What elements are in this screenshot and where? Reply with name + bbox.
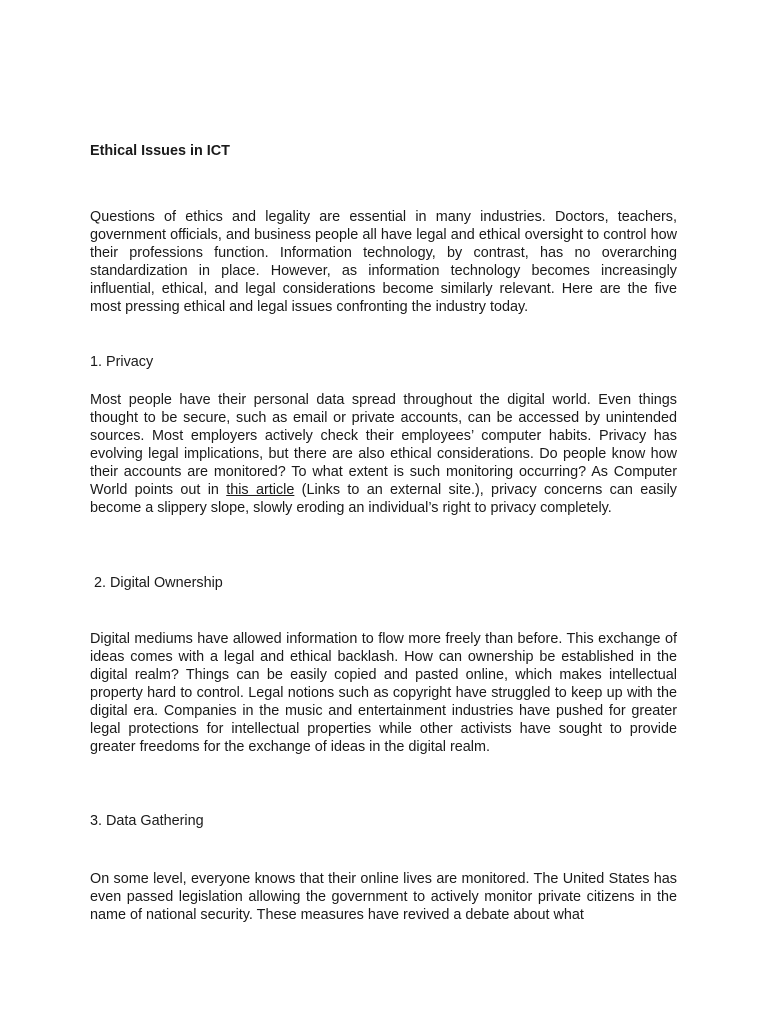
digital-ownership-paragraph: Digital mediums have allowed information to flow more freely than before. This exchange of ideas comes with a legal and ethical backlash. How can ownership be established in the digital realm? Things can be easily copied and pasted online, which makes intellectual property hard to control. Legal notions such as copyright have struggled to keep up with the digital era. Companies in the music and entertainment industries have pushed for greater legal protections for intellectual properties while other activists have sought to provide greater freedoms for the exchange of ideas in the digital realm.	[90, 631, 677, 755]
section-heading-data-gathering: 3. Data Gathering	[90, 813, 204, 829]
document-title: Ethical Issues in ICT	[90, 143, 230, 159]
privacy-paragraph	[90, 391, 677, 517]
section-heading-digital-ownership: 2. Digital Ownership	[90, 575, 223, 591]
intro-paragraph: Questions of ethics and legality are essential in many industries. Doctors, teachers, government officials, and business people all have legal and ethical oversight to control how their professions function. Information technology, by contrast, has no overarching standardization in place. However, as information technology becomes increasingly influential, ethical, and legal considerations become similarly relevant. Here are the five most pressing ethical and legal issues confronting the industry today.	[90, 209, 677, 315]
this-article-link[interactable]: this article	[226, 482, 295, 498]
section-heading-privacy: 1. Privacy	[90, 354, 154, 370]
data-gathering-paragraph: On some level, everyone knows that their online lives are monitored. The United States has even passed legislation allowing the government to actively monitor private citizens in the name of national security. These measures have revived a debate about what	[90, 871, 677, 923]
privacy-text-before-link: Most people have their personal data spread throughout the digital world. Even things thought to be secure, such as email or private accounts, can be accessed by unintended sources. Most employers actively check their employees’ computer habits. Privacy has evolving legal implications, but there are also ethical considerations. Do people know how their accounts are monitored? To what extent is such monitoring occurring? As Computer World points out in	[90, 392, 677, 498]
privacy-text-after-link: (Links to an external site.), privacy concerns can easily become a slippery slope, slowly eroding an individual’s right to privacy completely.	[90, 482, 678, 516]
